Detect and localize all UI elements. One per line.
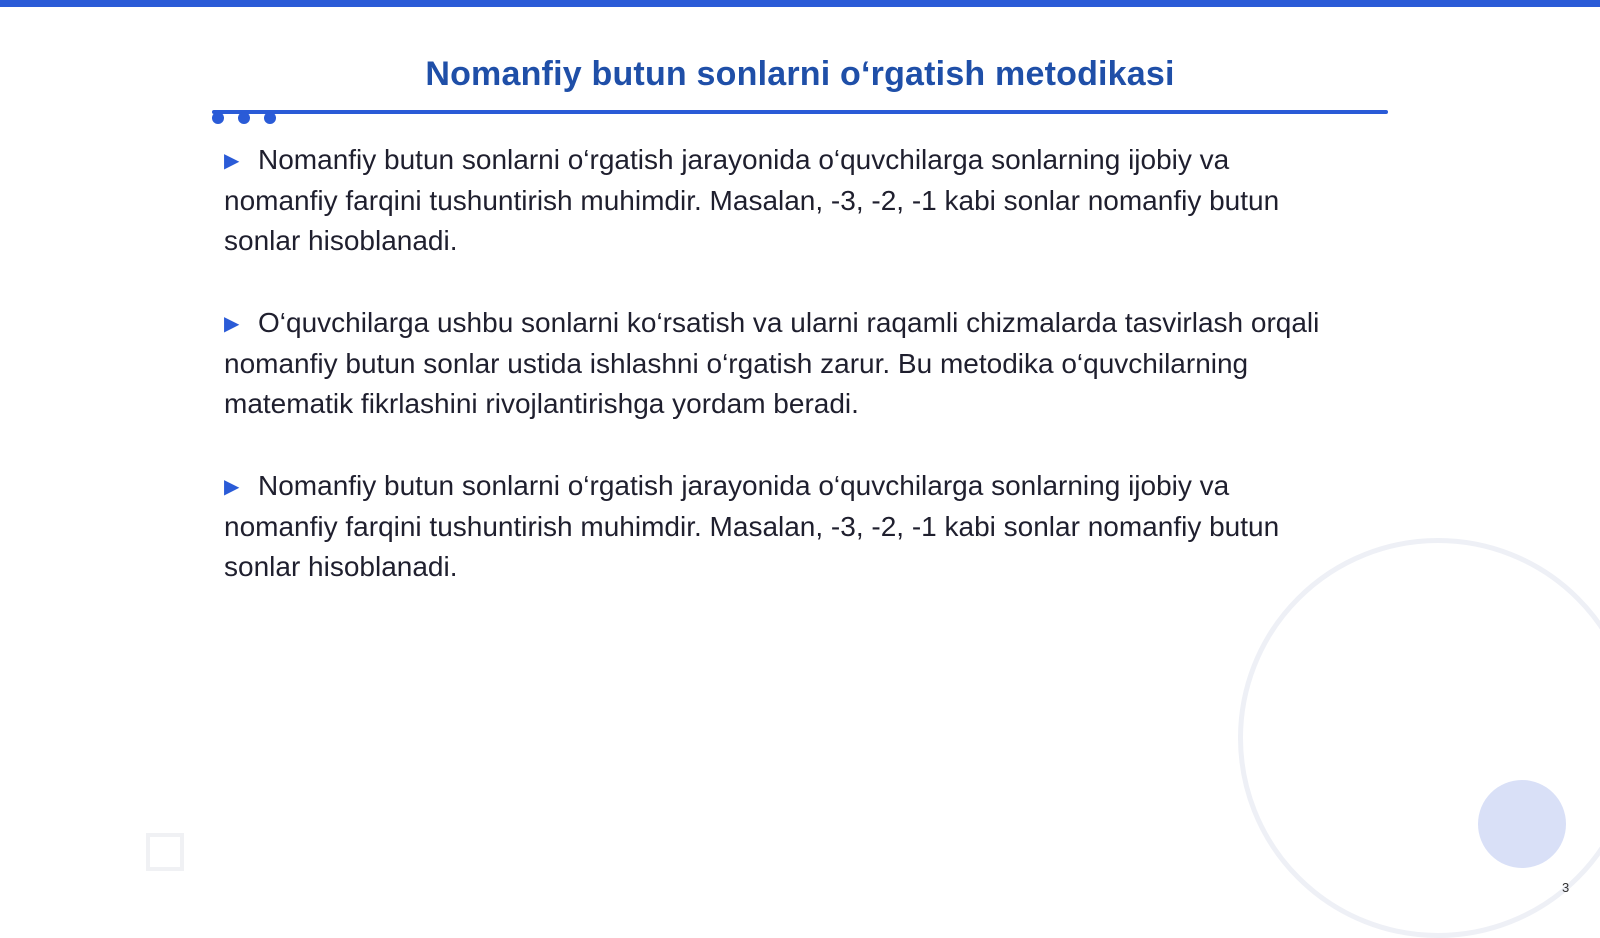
slide-title: Nomanfiy butun sonlarni o‘rgatish metodikasi (425, 55, 1175, 93)
decorative-square (146, 833, 184, 871)
decor-dot (238, 112, 250, 124)
bullet-text: Nomanfiy butun sonlarni o‘rgatish jarayonida o‘quvchilarga sonlarning ijobiy va nomanfiy farqini tushuntirish muhimdir. Masalan, -3, -2, -1 kabi sonlar nomanfiy butun sonlar hisoblanadi. (224, 470, 1280, 582)
decor-dot (212, 112, 224, 124)
play-triangle-icon: ▶ (224, 150, 240, 172)
decor-dot (264, 112, 276, 124)
top-accent-bar (0, 0, 1600, 7)
bullet-text: Nomanfiy butun sonlarni o‘rgatish jarayonida o‘quvchilarga sonlarning ijobiy va nomanfiy farqini tushuntirish muhimdir. Masalan, -3, -2, -1 kabi sonlar nomanfiy butun sonlar hisoblanadi. (224, 144, 1280, 256)
bullet-text: O‘quvchilarga ushbu sonlarni ko‘rsatish va ularni raqamli chizmalarda tasvirlash orqali nomanfiy butun sonlar ustida ishlashni o‘rgatish zarur. Bu metodika o‘quvchilarning matematik fikrlashini rivojlantirishga yordam beradi. (224, 307, 1320, 419)
slide-body (224, 140, 1344, 629)
bullet-item (224, 140, 1344, 261)
play-triangle-icon: ▶ (224, 476, 240, 498)
play-triangle-icon: ▶ (224, 313, 240, 335)
page-number: 3 (1562, 880, 1570, 895)
bullet-item (224, 466, 1344, 587)
bullet-item (224, 303, 1344, 424)
title-underline (212, 110, 1388, 114)
decorative-circle (1478, 780, 1566, 868)
